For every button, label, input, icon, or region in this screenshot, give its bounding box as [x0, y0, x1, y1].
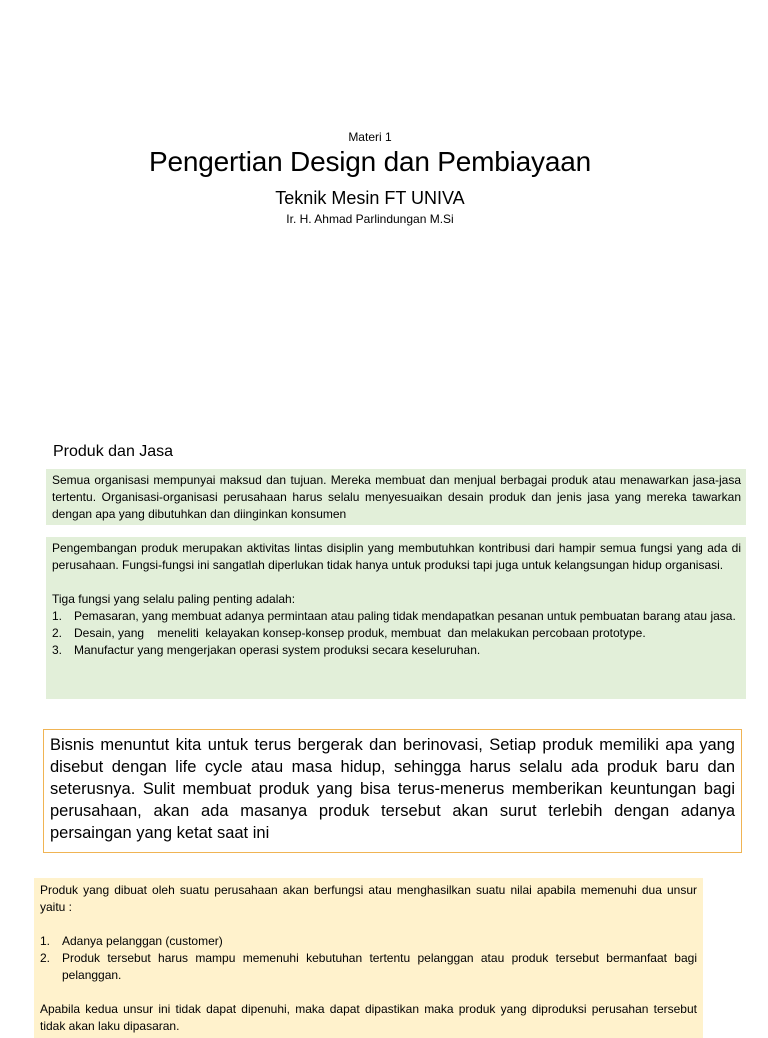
list-item: [52, 608, 741, 625]
list-item-text: Adanya pelanggan (customer): [62, 934, 223, 948]
list-item: [52, 642, 741, 659]
spacer: [40, 984, 697, 1001]
page-subtitle: Teknik Mesin FT UNIVA: [275, 188, 465, 208]
fungsi-list-heading: Tiga fungsi yang selalu paling penting adalah:: [52, 592, 296, 606]
pengembangan-intro: Pengembangan produk merupakan aktivitas lintas disiplin yang membutuhkan kontribusi dari hampir semua fungsi yang ada di perusahaan. Fungsi-fungsi ini sangatlah diperlukan tidak hanya untuk produksi tapi juga untuk kelangsungan hidup organisasi.: [52, 541, 741, 572]
list-number: 2.: [52, 626, 63, 640]
list-item-text: Produk tersebut harus mampu memenuhi kebutuhan tertentu pelanggan atau produk tersebut bermanfaat bagi pelanggan.: [62, 951, 697, 982]
unsur-list: [40, 933, 697, 984]
list-item: [40, 933, 697, 950]
bisnis-inovasi-text: Bisnis menuntut kita untuk terus bergerak dan berinovasi, Setiap produk memiliki apa yang disebut dengan life cycle atau masa hidup, sehingga harus selalu ada produk baru dan seterusnya. Sulit membuat produk yang bisa terus-menerus memberikan keuntungan bagi perusahaan, akan ada masanya produk tersebut akan surut terlebih dengan adanya persaingan yang ketat saat ini: [50, 736, 735, 842]
lecture-label: Materi 1: [348, 130, 392, 144]
organisasi-paragraph-box: [46, 469, 746, 525]
list-item: [40, 950, 697, 984]
organisasi-paragraph: Semua organisasi mempunyai maksud dan tujuan. Mereka membuat dan menjual berbagai produk atau menawarkan jasa-jasa tertentu. Organisasi-organisasi perusahaan harus selalu menyesuaikan desain produk dan jenis jasa yang mereka tawarkan dengan apa yang dibutuhkan dan diinginkan konsumen: [52, 473, 741, 521]
section-heading: Produk dan Jasa: [53, 443, 174, 460]
list-item-text: Desain, yang meneliti kelayakan konsep-konsep produk, membuat dan melakukan percobaan prototype.: [74, 626, 646, 640]
pengembangan-produk-box: [46, 537, 746, 699]
page-title: Pengertian Design dan Pembiayaan: [149, 146, 591, 177]
author-name: Ir. H. Ahmad Parlindungan M.Si: [286, 212, 454, 226]
nilai-produk-closing: Apabila kedua unsur ini tidak dapat dipenuhi, maka dapat dipastikan maka produk yang diproduksi perusahan tersebut tidak akan laku dipasaran.: [40, 1002, 697, 1033]
list-item: [52, 625, 741, 642]
nilai-produk-box: [34, 878, 703, 1038]
fungsi-list: [52, 608, 741, 659]
list-number: 1.: [40, 934, 51, 948]
nilai-produk-intro: Produk yang dibuat oleh suatu perusahaan akan berfungsi atau menghasilkan suatu nilai apabila memenuhi dua unsur yaitu :: [40, 883, 697, 914]
list-item-text: Manufactur yang mengerjakan operasi system produksi secara keseluruhan.: [74, 643, 481, 657]
list-number: 1.: [52, 609, 63, 623]
spacer: [52, 574, 741, 591]
list-number: 3.: [52, 643, 63, 657]
list-item-text: Pemasaran, yang membuat adanya permintaan atau paling tidak mendapatkan pesanan untuk pembuatan barang atau jasa.: [74, 609, 736, 623]
bisnis-inovasi-box: [43, 729, 742, 853]
title-slide: [0, 0, 768, 420]
list-number: 2.: [40, 951, 51, 965]
spacer: [40, 916, 697, 933]
